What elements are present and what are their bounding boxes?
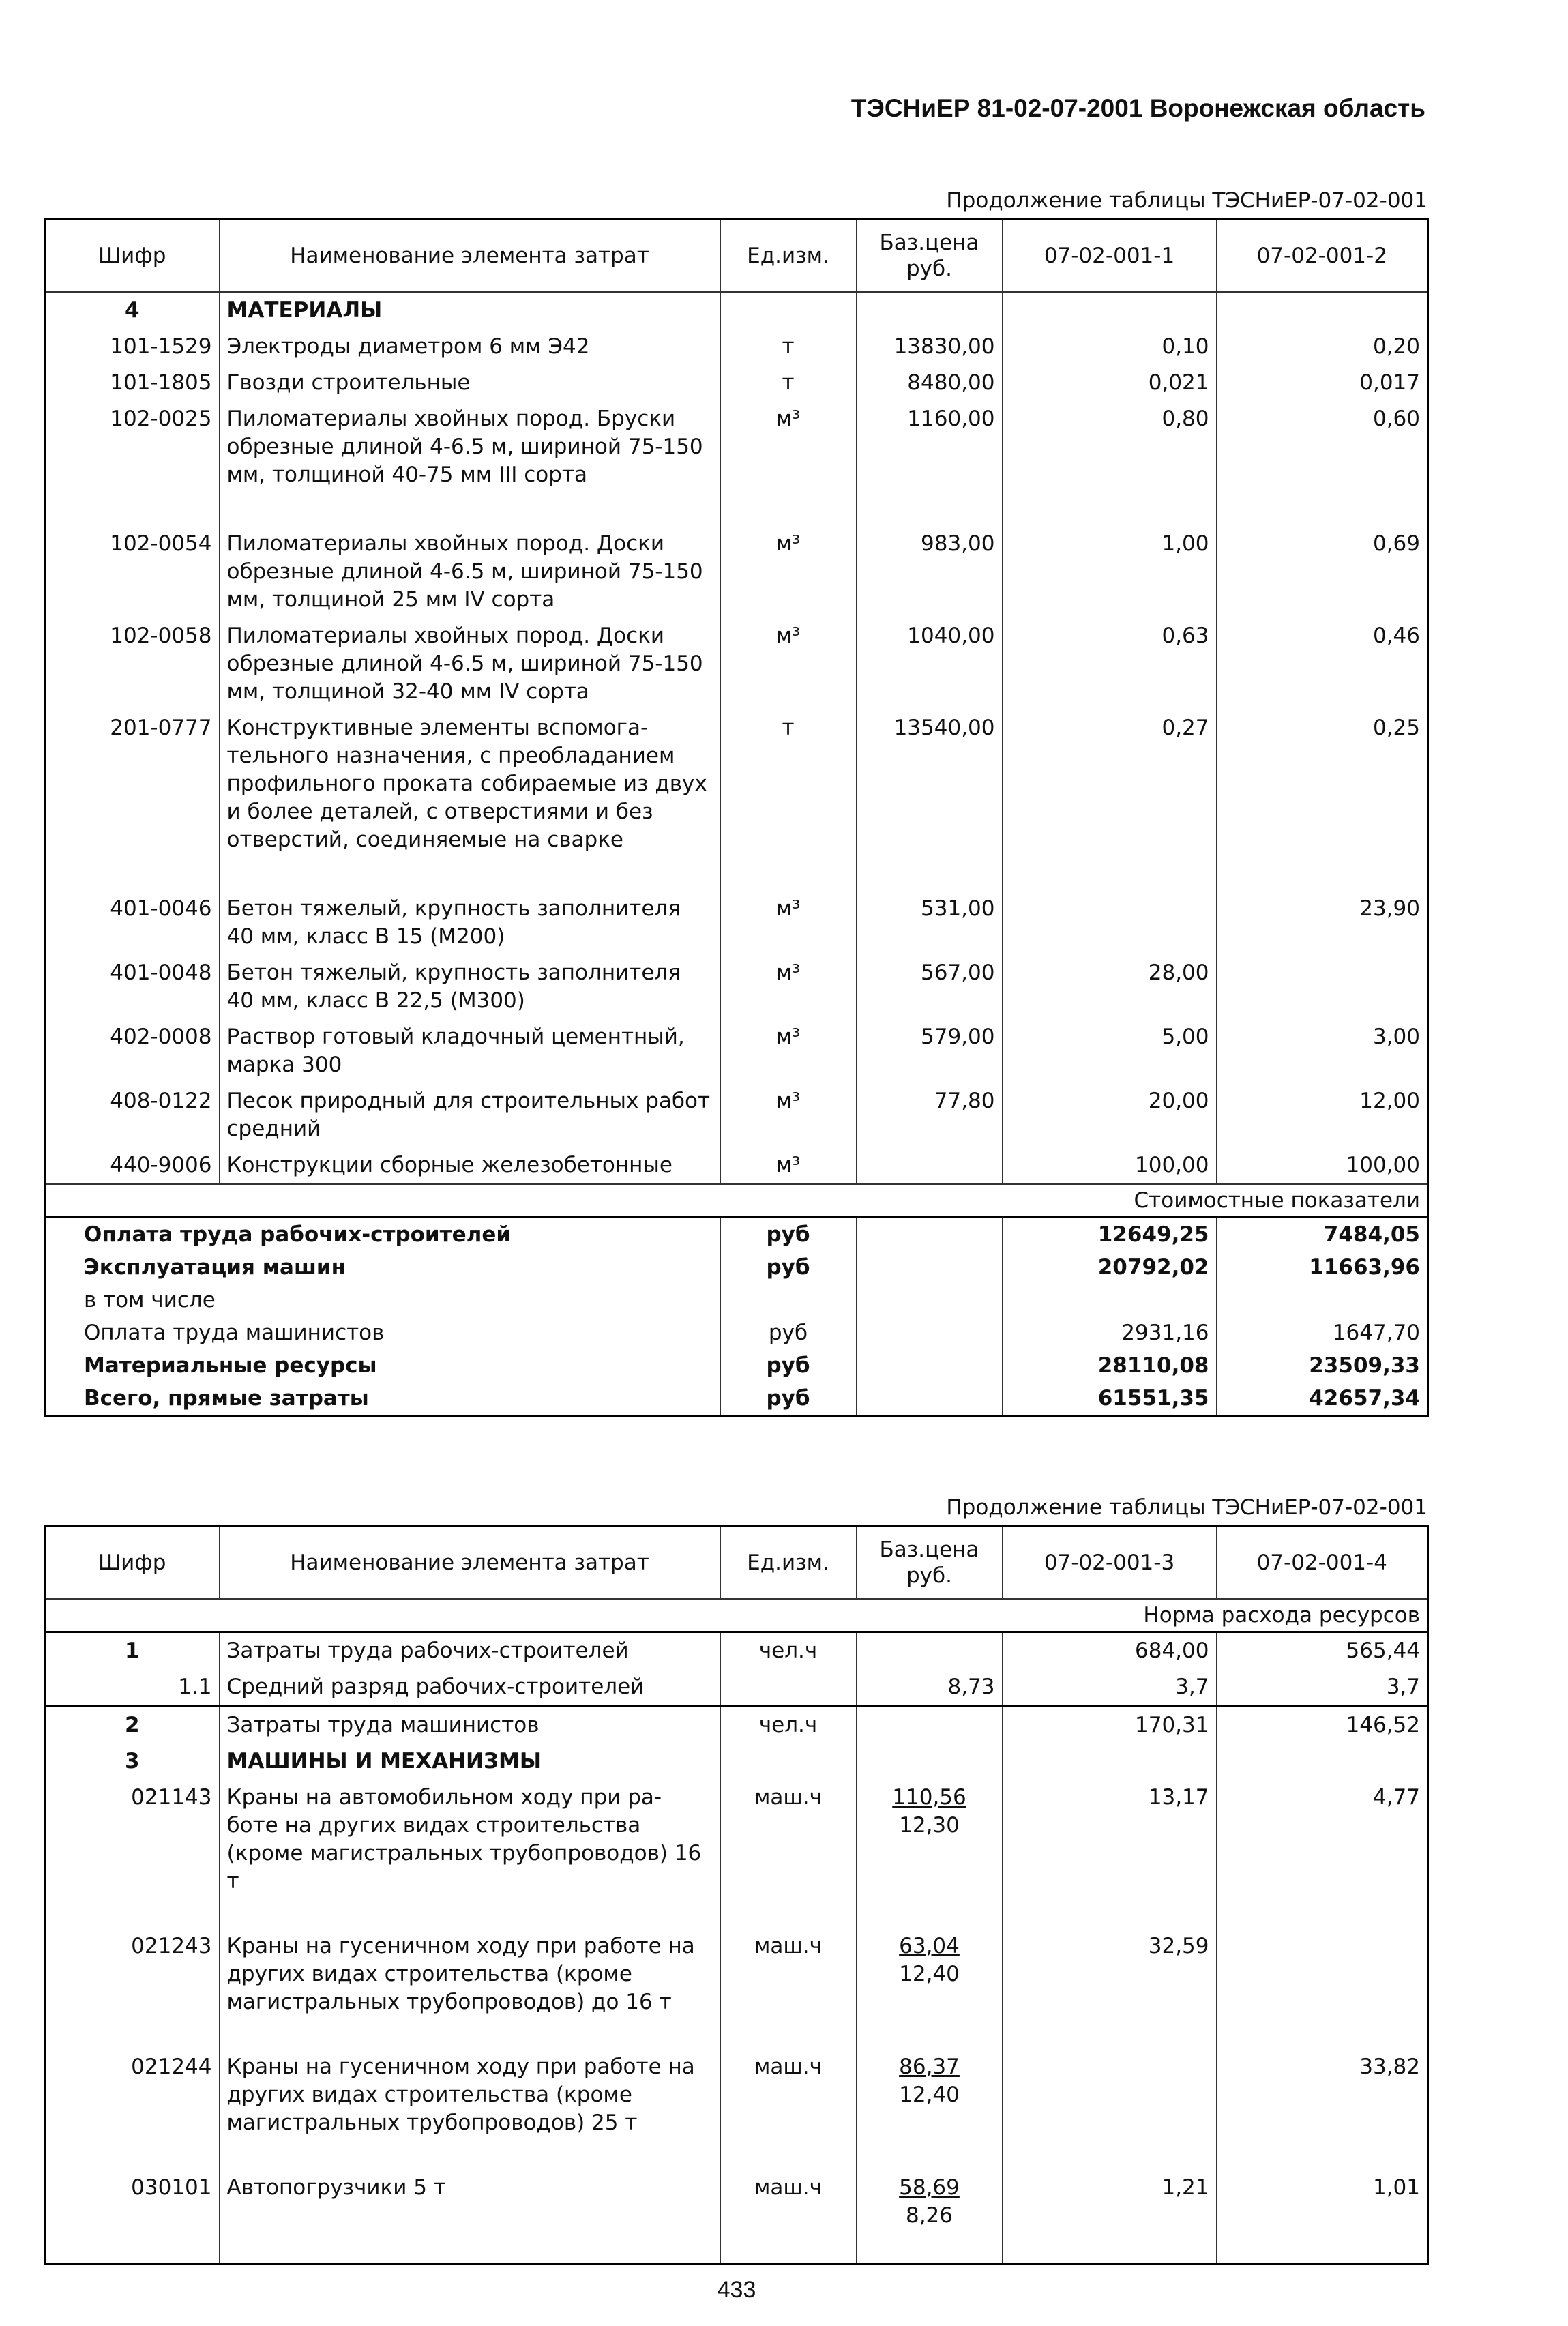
summary-label: Эксплуатация машин [84,1255,346,1280]
row-code: 102-0058 [110,623,212,648]
row-name: Гвозди строительные [220,365,720,401]
row-unit: маш.ч [720,2049,857,2141]
summary-value-1: 2931,16 [1003,1316,1217,1349]
row-name: Средний разряд рабочих-строителей [220,1669,720,1707]
table-row [45,2170,1428,2234]
summary-price-empty [857,1349,1003,1382]
summary-rows [45,1218,1428,1416]
section-code: 3 [124,1749,140,1773]
summary-value-2 [1217,1284,1428,1316]
row-value-2: 23,90 [1217,891,1428,955]
column-header: Шифр [45,1527,220,1600]
empty-cell [720,1743,857,1780]
row-name: Электроды диаметром 6 мм Э42 [220,329,720,365]
machine-price: 110,56 [892,1785,966,1810]
row-price: 1040,00 [857,618,1003,710]
row-value-2: 3,00 [1217,1019,1428,1083]
row-price [857,1707,1003,1744]
row-value-1: 28,00 [1003,955,1217,1019]
row-value-2: 565,44 [1217,1632,1428,1670]
row-code: 440-9006 [110,1153,212,1177]
row-value-1 [1003,891,1217,955]
column-header: Наименование элемента затрат [220,220,720,293]
summary-price-empty [857,1382,1003,1416]
row-price: 8,73 [857,1669,1003,1707]
row-value-1 [1003,2049,1217,2141]
row-unit [720,1669,857,1707]
materials-table [44,218,1429,1417]
summary-unit: руб [720,1349,857,1382]
row-code: 021243 [131,1934,212,1958]
row-code: 401-0046 [110,896,212,921]
summary-row [45,1284,1428,1316]
row-code: 201-0777 [110,716,212,740]
row-unit: м³ [720,526,857,618]
summary-value-2: 7484,05 [1217,1218,1428,1252]
operator-wage: 12,40 [899,1962,960,1986]
section-title: МАТЕРИАЛЫ [220,292,720,329]
summary-value-1 [1003,1284,1217,1316]
summary-unit [720,1284,857,1316]
summary-label: Оплата труда рабочих-строителей [84,1222,512,1247]
row-value-2: 0,69 [1217,526,1428,618]
table-row [45,1669,1428,1707]
row-value-1: 684,00 [1003,1632,1217,1670]
row-name: Затраты труда рабочих-строителей [220,1632,720,1670]
row-price: 531,00 [857,891,1003,955]
summary-row [45,1349,1428,1382]
row-code: 101-1805 [110,370,212,395]
summary-label: Оплата труда машинистов [84,1321,385,1345]
row-unit: т [720,329,857,365]
row-unit: т [720,710,857,858]
summary-value-2: 1647,70 [1217,1316,1428,1349]
row-value-2: 33,82 [1217,2049,1428,2141]
row-code: 401-0048 [110,960,212,985]
column-header: Шифр [45,220,220,293]
row-value-1: 5,00 [1003,1019,1217,1083]
table-row [45,618,1428,710]
row-value-1: 0,80 [1003,401,1217,493]
column-header: 07-02-001-4 [1217,1527,1428,1600]
row-name: Пиломатериалы хвойных пород. Доски обрезные длиной 4-6.5 м, шириной 75-150 мм, толщиной 32-40 мм IV сорта [220,618,720,710]
summary-row [45,1316,1428,1349]
norm-heading: Норма расхода ресурсов [45,1599,1428,1632]
materials-rows [45,329,1428,1184]
summary-price-empty [857,1218,1003,1252]
summary-value-2: 42657,34 [1217,1382,1428,1416]
summary-heading-row [45,1184,1428,1218]
row-price [857,1780,1003,1900]
summary-price-empty [857,1251,1003,1284]
summary-label: в том числе [84,1288,216,1312]
row-value-2: 4,77 [1217,1780,1428,1900]
row-name: Пиломатериалы хвойных пород. Бруски обрезные длиной 4-6.5 м, шириной 75-150 мм, толщиной 40-75 мм III сорта [220,401,720,493]
row-value-2: 0,60 [1217,401,1428,493]
row-value-2: 100,00 [1217,1147,1428,1184]
row-name: Пиломатериалы хвойных пород. Доски обрезные длиной 4-6.5 м, шириной 75-150 мм, толщиной 25 мм IV сорта [220,526,720,618]
table-header-row [45,220,1428,293]
row-unit: маш.ч [720,1780,857,1900]
row-unit: чел.ч [720,1707,857,1744]
row-unit: м³ [720,1147,857,1184]
table-row [45,526,1428,618]
row-unit: т [720,365,857,401]
section-row [45,1743,1428,1780]
summary-value-1: 61551,35 [1003,1382,1217,1416]
row-name: Краны на гусеничном ходу при работе на других видах строительства (кроме магистральных трубопроводов) до 16 т [220,1928,720,2020]
table-row [45,891,1428,955]
column-header: Ед.изм. [720,220,857,293]
row-value-1: 3,7 [1003,1669,1217,1707]
row-unit: чел.ч [720,1632,857,1670]
table-row [45,1780,1428,1900]
row-value-2: 0,017 [1217,365,1428,401]
row-value-1: 0,63 [1003,618,1217,710]
row-value-2 [1217,955,1428,1019]
row-value-1: 1,00 [1003,526,1217,618]
row-value-1: 0,27 [1003,710,1217,858]
table-row [45,329,1428,365]
summary-value-1: 12649,25 [1003,1218,1217,1252]
row-value-1: 13,17 [1003,1780,1217,1900]
row-price: 77,80 [857,1083,1003,1147]
row-price: 1160,00 [857,401,1003,493]
table-row [45,955,1428,1019]
row-value-1: 1,21 [1003,2170,1217,2234]
operator-wage: 12,30 [899,1813,960,1838]
row-name: Бетон тяжелый, крупность заполнителя 40 мм, класс В 22,5 (М300) [220,955,720,1019]
row-name: Краны на автомобильном ходу при ра-боте на других видах строительства (кроме магистральных трубопроводов) 16 т [220,1780,720,1900]
row-name: Конструктивные элементы вспомога-тельного назначения, с преобладанием профильного проката собираемые из двух и более деталей, с отверстиями и без отверстий, соединяемые на сварке [220,710,720,858]
page-number: 433 [717,2277,756,2303]
table-row [45,710,1428,858]
table-row [45,1707,1428,1744]
row-price: 579,00 [857,1019,1003,1083]
row-price [857,1147,1003,1184]
section-code: 4 [124,298,140,323]
operator-wage: 8,26 [905,2203,953,2228]
row-value-1: 20,00 [1003,1083,1217,1147]
row-code: 1 [45,1632,220,1670]
row-price [857,1928,1003,2020]
table-row [45,401,1428,493]
column-header: 07-02-001-2 [1217,220,1428,293]
row-name: Бетон тяжелый, крупность заполнителя 40 мм, класс В 15 (М200) [220,891,720,955]
row-code: 101-1529 [110,334,212,359]
row-value-1: 170,31 [1003,1707,1217,1744]
row-value-2: 0,46 [1217,618,1428,710]
resources-rows [45,1632,1428,2264]
summary-price-empty [857,1316,1003,1349]
row-value-1: 0,021 [1003,365,1217,401]
row-name: Раствор готовый кладочный цементный, марка 300 [220,1019,720,1083]
row-name: Песок природный для строительных работ средний [220,1083,720,1147]
row-name: Краны на гусеничном ходу при работе на других видах строительства (кроме магистральных трубопроводов) 25 т [220,2049,720,2141]
row-code: 2 [45,1707,220,1744]
table-row [45,1083,1428,1147]
row-value-1: 32,59 [1003,1928,1217,2020]
summary-unit: руб [720,1382,857,1416]
row-price [857,1632,1003,1670]
row-value-2: 3,7 [1217,1669,1428,1707]
empty-cell [857,1743,1003,1780]
operator-wage: 12,40 [899,2082,960,2107]
section-row [45,292,1428,329]
summary-value-1: 20792,02 [1003,1251,1217,1284]
row-code: 102-0054 [110,531,212,556]
table-row [45,365,1428,401]
summary-value-1: 28110,08 [1003,1349,1217,1382]
summary-value-2: 11663,96 [1217,1251,1428,1284]
summary-heading: Стоимостные показатели [45,1184,1428,1218]
row-value-2: 146,52 [1217,1707,1428,1744]
summary-unit: руб [720,1316,857,1349]
summary-row [45,1218,1428,1252]
row-unit: м³ [720,618,857,710]
row-price: 13540,00 [857,710,1003,858]
row-value-2: 0,20 [1217,329,1428,365]
row-value-2: 12,00 [1217,1083,1428,1147]
row-code: 021143 [131,1785,212,1810]
row-code: 402-0008 [110,1025,212,1049]
row-unit: маш.ч [720,2170,857,2234]
machine-price: 63,04 [899,1934,960,1958]
table-row [45,1632,1428,1670]
column-header: Наименование элемента затрат [220,1527,720,1600]
section-title: МАШИНЫ И МЕХАНИЗМЫ [220,1743,720,1780]
row-code: 021244 [131,2055,212,2079]
table-row [45,1147,1428,1184]
resources-table [44,1525,1429,2265]
row-name: Автопогрузчики 5 т [220,2170,720,2234]
row-price: 567,00 [857,955,1003,1019]
machine-price: 86,37 [899,2055,960,2079]
summary-unit: руб [720,1251,857,1284]
row-unit: м³ [720,891,857,955]
row-unit: м³ [720,1019,857,1083]
summary-price-empty [857,1284,1003,1316]
table1-continuation-note: Продолжение таблицы ТЭСНиЕР-07-02-001 [946,188,1428,213]
empty-cell [1003,1743,1217,1780]
row-value-2 [1217,1928,1428,2020]
summary-row [45,1382,1428,1416]
table2-continuation-note: Продолжение таблицы ТЭСНиЕР-07-02-001 [946,1495,1428,1520]
row-unit: м³ [720,401,857,493]
column-header: Ед.изм. [720,1527,857,1600]
row-value-2: 1,01 [1217,2170,1428,2234]
summary-label: Материальные ресурсы [84,1353,377,1378]
row-price: 13830,00 [857,329,1003,365]
row-price [857,2170,1003,2234]
table-row [45,1019,1428,1083]
row-price [857,2049,1003,2141]
column-header: Баз.цена руб. [857,220,1003,293]
column-header: 07-02-001-1 [1003,220,1217,293]
row-code: 408-0122 [110,1089,212,1113]
row-unit: м³ [720,1083,857,1147]
row-code: 030101 [131,2175,212,2200]
column-header: Баз.цена руб. [857,1527,1003,1600]
row-unit: маш.ч [720,1928,857,2020]
row-unit: м³ [720,955,857,1019]
column-header: 07-02-001-3 [1003,1527,1217,1600]
table-row [45,1928,1428,2020]
row-code: 1.1 [178,1675,212,1699]
row-price: 8480,00 [857,365,1003,401]
row-value-1: 0,10 [1003,329,1217,365]
table-row [45,2049,1428,2141]
row-price: 983,00 [857,526,1003,618]
summary-unit: руб [720,1218,857,1252]
row-code: 102-0025 [110,407,212,431]
norm-heading-row [45,1599,1428,1632]
empty-cell [1217,1743,1428,1780]
summary-row [45,1251,1428,1284]
table-header-row [45,1527,1428,1600]
row-value-1: 100,00 [1003,1147,1217,1184]
row-name: Конструкции сборные железобетонные [220,1147,720,1184]
summary-value-2: 23509,33 [1217,1349,1428,1382]
row-value-2: 0,25 [1217,710,1428,858]
row-name: Затраты труда машинистов [220,1707,720,1744]
machine-price: 58,69 [899,2175,960,2200]
summary-label: Всего, прямые затраты [84,1386,369,1411]
document-header: ТЭСНиЕР 81-02-07-2001 Воронежская область [850,94,1425,122]
